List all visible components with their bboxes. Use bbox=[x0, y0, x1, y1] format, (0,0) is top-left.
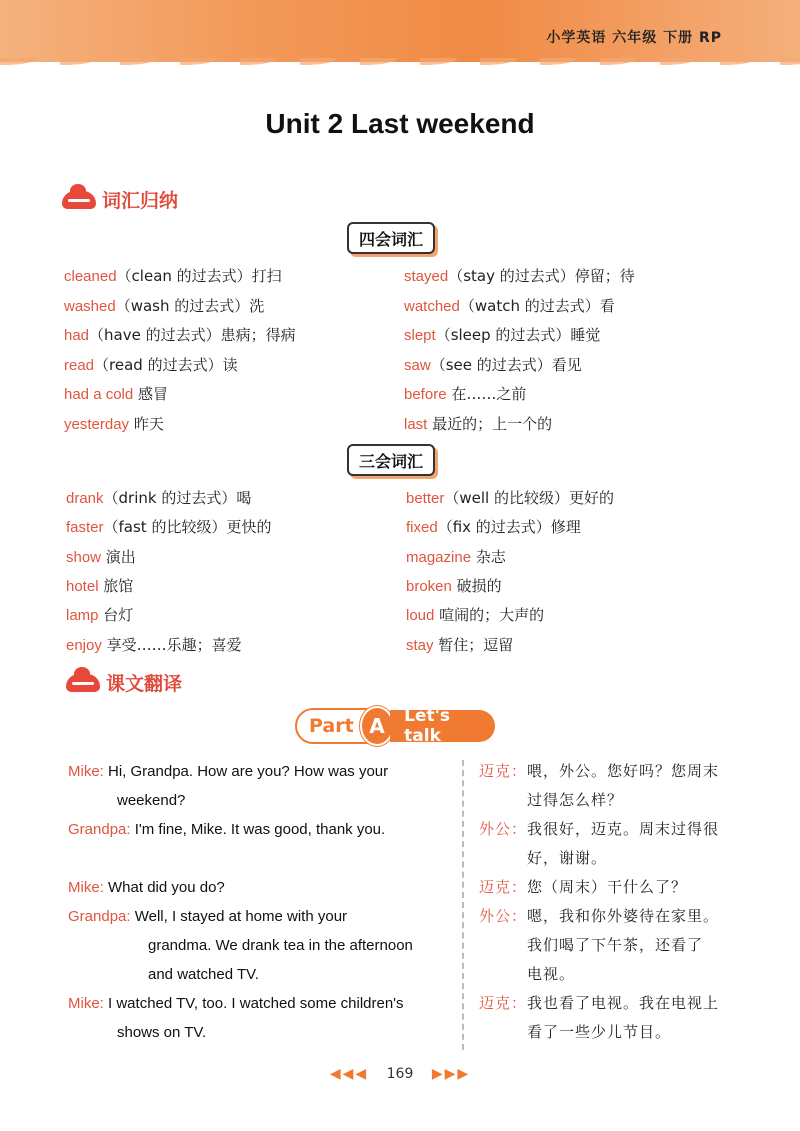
dialogue-line: Mike: I watched TV, too. I watched some children's shows on TV. bbox=[68, 995, 404, 1041]
vocab-item: washed（wash 的过去式）洗 bbox=[64, 297, 265, 315]
vocab-item: drank（drink 的过去式）喝 bbox=[66, 489, 252, 507]
vocab-item: show 演出 bbox=[66, 548, 136, 566]
vocab-item: loud 喧闹的；大声的 bbox=[406, 606, 545, 624]
vocab-item: watched（watch 的过去式）看 bbox=[404, 297, 615, 315]
dialogue-line: Mike: Hi, Grandpa. How are you? How was your weekend? bbox=[68, 763, 389, 809]
vocab-item: before 在……之前 bbox=[404, 385, 527, 403]
dialogue-line: Grandpa: Well, I stayed at home with your grandma. We drank tea in the afternoon and watched TV. bbox=[68, 908, 413, 983]
vocab-item: stay 暂住；逗留 bbox=[406, 636, 514, 654]
part-a-banner bbox=[295, 708, 495, 744]
page-number: 169 bbox=[386, 1066, 414, 1082]
part-title: Let's talk bbox=[390, 710, 495, 742]
vocab-item: fixed（fix 的过去式）修理 bbox=[406, 518, 581, 536]
vocab-item: broken 破损的 bbox=[406, 577, 502, 595]
dialogue-translation: 外公：我很好，迈克。周末过得很 好，谢谢。 bbox=[479, 820, 720, 867]
vocab-item: hotel 旅馆 bbox=[66, 577, 134, 595]
vocab-item: had（have 的过去式）患病；得病 bbox=[64, 326, 296, 344]
vocab-item: last 最近的；上一个的 bbox=[404, 415, 553, 433]
unit-title: Unit 2 Last weekend bbox=[265, 108, 535, 139]
three-skill-badge: 三会词汇 bbox=[347, 444, 435, 476]
part-letter: A bbox=[360, 706, 394, 746]
vocab-item: enjoy 享受……乐趣；喜爱 bbox=[66, 636, 242, 654]
dialogue-translation: 外公：嗯，我和你外婆待在家里。 我们喝了下午茶，还看了 电视。 bbox=[479, 907, 720, 983]
page-footer bbox=[0, 1066, 800, 1082]
vocab-item: cleaned（clean 的过去式）打扫 bbox=[64, 267, 282, 285]
vocab-section-heading bbox=[62, 186, 178, 213]
vocab-item: yesterday 昨天 bbox=[64, 415, 164, 433]
part-label: Part bbox=[295, 708, 374, 744]
column-divider bbox=[462, 760, 464, 1050]
dialogue-line: Mike: What did you do? bbox=[68, 879, 225, 896]
vocab-item: stayed（stay 的过去式）停留；待 bbox=[404, 267, 635, 285]
vocab-item: faster（fast 的比较级）更快的 bbox=[66, 518, 272, 536]
translation-section-heading bbox=[66, 669, 182, 696]
vocab-item: had a cold 感冒 bbox=[64, 385, 169, 403]
vocab-item: read（read 的过去式）读 bbox=[64, 356, 238, 374]
left-arrows-icon: ◀◀◀ bbox=[329, 1066, 369, 1082]
right-arrows-icon: ▶▶▶ bbox=[431, 1066, 471, 1082]
vocab-heading-text: 词汇归纳 bbox=[102, 190, 179, 212]
vocab-item: lamp 台灯 bbox=[66, 606, 134, 624]
vocab-item: slept（sleep 的过去式）睡觉 bbox=[404, 326, 601, 344]
translation-heading-text: 课文翻译 bbox=[106, 673, 183, 695]
dialogue-translation: 迈克：您（周末）干什么了？ bbox=[479, 878, 688, 896]
vocab-item: saw（see 的过去式）看见 bbox=[404, 356, 582, 374]
dialogue-translation: 迈克：我也看了电视。我在电视上 看了一些少儿节目。 bbox=[479, 994, 720, 1041]
four-skill-badge: 四会词汇 bbox=[347, 222, 435, 254]
dialogue-translation: 迈克：喂，外公。您好吗？您周末 过得怎么样？ bbox=[479, 762, 720, 809]
vocab-item: better（well 的比较级）更好的 bbox=[406, 489, 614, 507]
dialogue-line: Grandpa: I'm fine, Mike. It was good, thank you. bbox=[68, 821, 386, 838]
cloud-icon bbox=[62, 191, 96, 209]
book-info: 小学英语 六年级 下册 RP bbox=[546, 30, 722, 46]
vocab-item: magazine 杂志 bbox=[406, 548, 506, 566]
cloud-icon bbox=[66, 674, 100, 692]
